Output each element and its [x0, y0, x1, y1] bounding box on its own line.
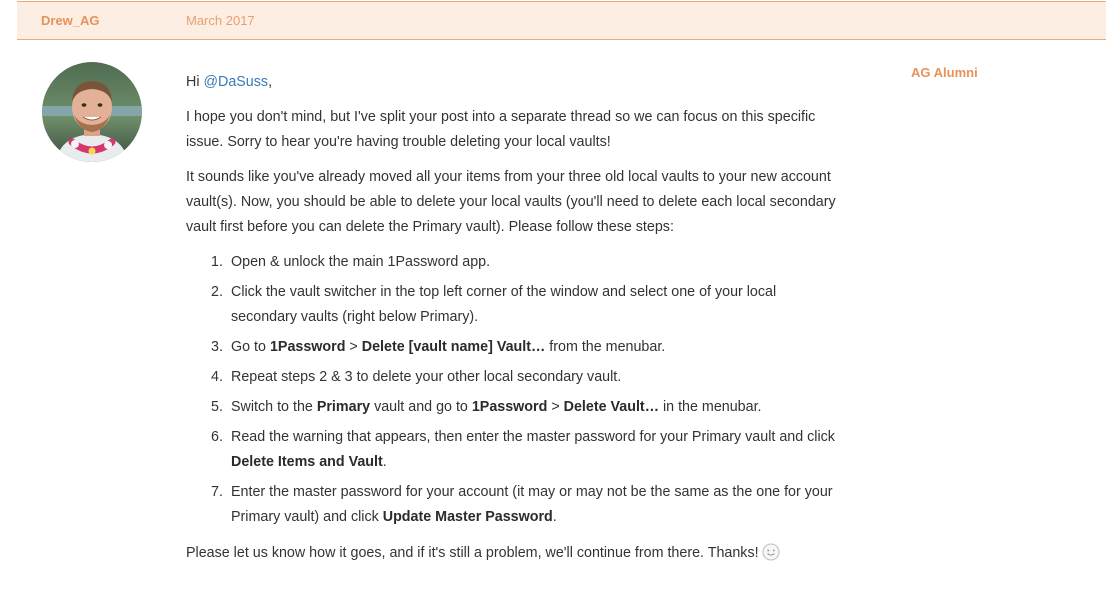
step-text: Switch to the — [231, 399, 317, 415]
step-text: vault and go to — [370, 399, 472, 415]
step-text: Go to — [231, 339, 270, 355]
step-text: from the menubar. — [545, 339, 666, 355]
post-body — [186, 70, 846, 580]
step-number: 7. — [211, 484, 223, 500]
post-date[interactable]: March 2017 — [186, 13, 255, 28]
menu-name-1password: 1Password — [471, 399, 548, 415]
author-name[interactable]: Drew_AG — [41, 13, 100, 28]
step-text: . — [382, 454, 387, 470]
greeting — [186, 70, 846, 95]
step-number: 1. — [211, 254, 223, 270]
smiley-icon — [762, 543, 780, 570]
greeting-text: Hi — [186, 74, 204, 90]
user-mention-link[interactable]: @DaSuss — [203, 74, 269, 90]
steps-list — [186, 250, 846, 530]
step-text: Open & unlock the main 1Password app. — [231, 254, 491, 270]
step-text: > — [345, 339, 362, 355]
step-text: Read the warning that appears, then enter the master password for your Primary vault and click — [231, 429, 835, 445]
paragraph-explanation: It sounds like you've already moved all your items from your three old local vaults to your new account vault(s). Now, you should be able to delete your local vaults (you'll need to delete each local secondary vault first before you can delete the Primary vault). Please follow these steps: — [186, 169, 836, 235]
button-name-delete-items-and-vault: Delete Items and Vault — [231, 454, 383, 470]
greeting-punctuation: , — [268, 74, 273, 90]
post-header — [17, 1, 1106, 40]
step-item — [211, 425, 846, 475]
avatar[interactable] — [42, 62, 142, 162]
button-name-update-master-password: Update Master Password — [382, 509, 553, 525]
step-text: . — [552, 509, 557, 525]
step-text: > — [547, 399, 564, 415]
step-number: 6. — [211, 429, 223, 445]
step-item — [211, 335, 846, 360]
paragraph-intro: I hope you don't mind, but I've split your post into a separate thread so we can focus on this specific issue. Sorry to hear you're having trouble deleting your local vaults! — [186, 109, 816, 150]
menu-item-delete-vault-name: Delete [vault name] Vault… — [361, 339, 546, 355]
closing-text: Please let us know how it goes, and if it's still a problem, we'll continue from there. Thanks! — [186, 545, 759, 561]
vault-name-primary: Primary — [316, 399, 371, 415]
step-item — [211, 250, 846, 275]
closing-paragraph — [186, 541, 846, 570]
step-number: 5. — [211, 399, 223, 415]
step-item — [211, 395, 846, 420]
menu-name-1password: 1Password — [269, 339, 346, 355]
step-item — [211, 480, 846, 530]
avatar-image — [42, 62, 142, 162]
step-number: 2. — [211, 284, 223, 300]
step-text: Repeat steps 2 & 3 to delete your other local secondary vault. — [231, 369, 622, 385]
step-number: 4. — [211, 369, 223, 385]
step-text: in the menubar. — [659, 399, 762, 415]
step-item — [211, 280, 846, 330]
step-text: Enter the master password for your account (it may or may not be the same as the one for your Primary vault) and click — [231, 484, 833, 525]
step-number: 3. — [211, 339, 223, 355]
step-text: Click the vault switcher in the top left corner of the window and select one of your local secondary vaults (right below Primary). — [231, 284, 777, 325]
step-item — [211, 365, 846, 390]
menu-item-delete-vault: Delete Vault… — [563, 399, 659, 415]
user-role-badge: AG Alumni — [911, 65, 978, 80]
